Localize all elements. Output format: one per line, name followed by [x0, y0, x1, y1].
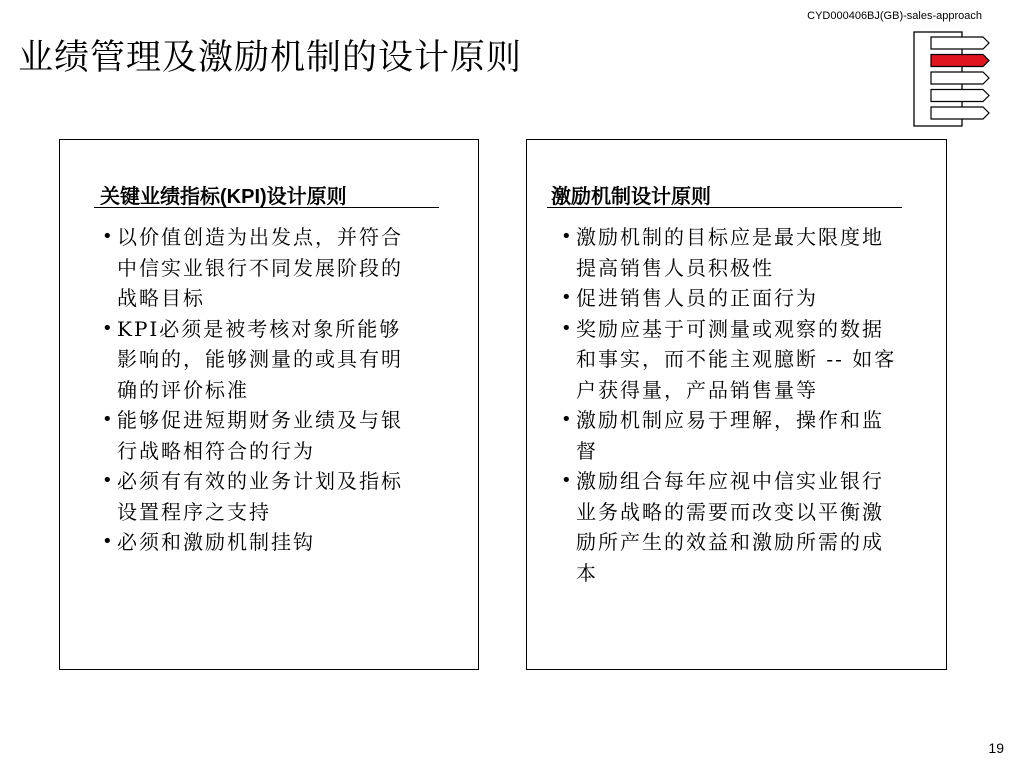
kpi-principles-heading: 关键业绩指标(KPI)设计原则 — [100, 184, 347, 208]
bullet-icon: • — [561, 470, 572, 491]
list-item: • 必须有有效的业务计划及指标设置程序之支持 — [102, 466, 422, 527]
tracker-step — [931, 72, 989, 84]
kpi-principles-list — [102, 222, 422, 558]
list-item: • 促进销售人员的正面行为 — [561, 283, 901, 314]
heading-underline — [94, 207, 439, 208]
kpi-principles-panel — [59, 139, 479, 670]
list-item: • 以价值创造为出发点，并符合中信实业银行不同发展阶段的战略目标 — [102, 222, 422, 314]
page-title: 业绩管理及激励机制的设计原则 — [18, 38, 523, 78]
bullet-icon: • — [561, 409, 572, 430]
page-number: 19 — [988, 740, 1004, 756]
incentive-principles-heading: 激励机制设计原则 — [551, 184, 711, 208]
bullet-icon: • — [102, 226, 113, 247]
list-item: • 激励机制的目标应是最大限度地提高销售人员积极性 — [561, 222, 901, 283]
document-id: CYD000406BJ(GB)-sales-approach — [807, 10, 982, 22]
list-item: • 必须和激励机制挂钩 — [102, 527, 422, 558]
heading-underline — [547, 207, 902, 208]
list-item: • KPI必须是被考核对象所能够影响的，能够测量的或具有明确的评价标准 — [102, 314, 422, 406]
incentive-principles-list — [561, 222, 901, 588]
bullet-icon: • — [102, 317, 113, 339]
list-item: • 激励组合每年应视中信实业银行业务战略的需要而改变以平衡激励所产生的效益和激励所需的成本 — [561, 466, 901, 588]
bullet-icon: • — [102, 531, 113, 552]
incentive-principles-panel — [526, 139, 947, 670]
section-tracker-icon — [913, 31, 991, 127]
bullet-icon: • — [561, 317, 572, 339]
tracker-step — [931, 107, 989, 119]
tracker-step-active — [931, 55, 989, 67]
bullet-icon: • — [102, 409, 113, 430]
bullet-icon: • — [102, 470, 113, 491]
list-item: • 奖励应基于可测量或观察的数据和事实，而不能主观臆断 -- 如客户获得量，产品销售量等 — [561, 314, 901, 406]
list-item: • 能够促进短期财务业绩及与银行战略相符合的行为 — [102, 405, 422, 466]
tracker-step — [931, 90, 989, 102]
list-item: • 激励机制应易于理解，操作和监督 — [561, 405, 901, 466]
bullet-icon: • — [561, 226, 572, 247]
bullet-icon: • — [561, 287, 572, 308]
tracker-step — [931, 37, 989, 49]
